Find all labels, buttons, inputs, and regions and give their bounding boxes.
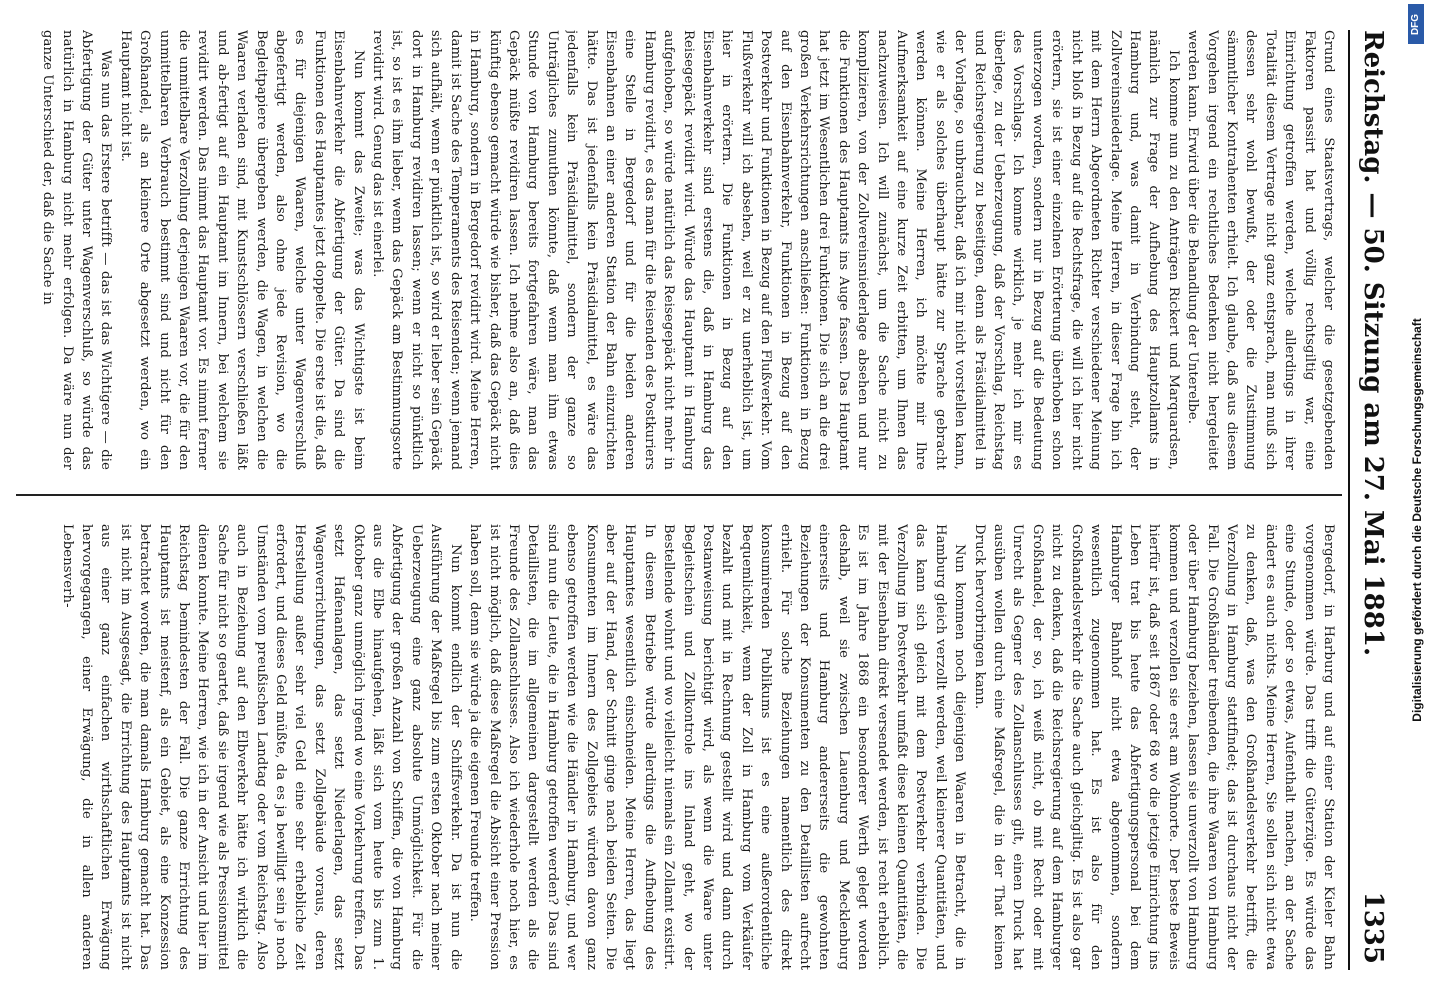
dfg-logo <box>1408 4 1424 44</box>
header-rule <box>1348 30 1350 970</box>
credit-text: Digitalisierung gefördert durch die Deutsche Forschungsgemeinschaft <box>1410 318 1424 722</box>
digitization-credit <box>1402 40 1432 1000</box>
text-column-right <box>16 524 1338 970</box>
page-header <box>1350 30 1392 964</box>
paragraph: Was nun das Erstere betrifft — das ist das Wichtigere — die Abfertigung der Güter unter Wagenverschluß, so würde das natürlich in Hamburg nicht mehr erfolgen. Da wäre nun der ganze Unterschied der, daß die Sache in <box>40 30 114 470</box>
paragraph: Nun kommt das Zweite; was das Wichtigste ist beim Eisenbahnverkehr die Abfertigung der Güter. Da sind die Funktionen des Hauptamtes jetzt doppelte. Die erste ist die, daß es für diejenigen Waaren, welche unter Wagenverschluß abgefertigt werden, also ohne jede Revision, wo die Begleitpapiere übergeben werden, die Wagen, in welchen die Waaren verladen sind, mit Kunstschlössern verschließen läßt und ab-fertigt auf ein Hauptamt im Innern, bei welchem sie revidirt werden. Das nimmt das Hauptamt vor. Es nimmt ferner die unmittelbare Verzollung derjenigen Waaren vor, die für den unmittelbaren Verbrauch bestimmt sind und nicht für den Großhandel, als an kleinere Orte abgesetzt werden, wo ein Hauptamt nicht ist. <box>117 30 366 470</box>
paragraph: Nun kommen noch diejenigen Waaren in Betracht, die in Hamburg gleich verzollt werden, weil kleinerer Quantitäten, und das kann sich gleich mit dem Postverkehr verbinden. Die Verzollung im Postverkehr umfaßt diese kleinen Quantitäten, die mit der Eisenbahn direkt versendet werden, ist recht erheblich. Es ist im Jahre 1868 ein besonderer Werth gelegt worden deshalb, weil sie zwischen Lauenburg und Mecklenburg einerseits und Hamburg andererseits die gewohnten Beziehungen der Konsumenten zu den Detaillisten aufrecht erhielt. Für solche Beziehungen namentlich des direkt konsumirenden Publikums ist es eine außerordentliche Bequemlichkeit, wenn der Zoll in Hamburg vom Verkäufer bezahlt und mit in Rechnung gestellt wird und dann durch Postanweisung berichtigt wird, als wenn die Waare unter Begleitschein und Zollkontrole ins Inland geht, wo der Bestellende wohnt und wo vielleicht niemals ein Zollamt existirt. In diesem Betriebe würde allerdings die Aufhebung des Hauptamtes wesentlich einschneiden. Meine Herren, das liegt aber auf der Hand, der Schnitt ginge nach beiden Seiten. Die Konsumenten im Innern des Zollgebiets würden davon ganz ebenso getroffen werden wie die Händler in Hamburg, und wer sind nun die Leute, die in Hamburg getroffen werden? Das sind Detaillisten, die im allgemeinen dargestellt werden als die Freunde des Zollanschlusses. Also ich wiederhole noch hier, es ist nicht möglich, daß diese Maßregel die Absicht einer Pression haben soll, denn sie würde ja die eigenen Freunde treffen. <box>467 524 968 970</box>
logo-text: DFG <box>1410 13 1422 35</box>
running-head: Reichstag. — 50. Sitzung am 27. Mai 1881. <box>1358 30 1388 657</box>
page-number: 1335 <box>1358 891 1388 964</box>
paragraph: Grund eines Staatsvertrags, welcher die gesetzgebenden Faktoren passirt hat und völlig rechtsgiltig war, eine Einrichtung getroffen werden, welche allerdings in ihrer Totalität diesem Vertrage nicht ganz entsprach, man muß sich dessen sehr wohl bewußt, der oder die Zustimmung sämmtlicher Kontrahenten erhielt. Ich glaube, daß aus diesem Vorgehen irgend ein rechtliches Bedenken nicht hergeleitet werden kann. Erwird über die Behandlung der Unterelbe. <box>1185 30 1336 470</box>
paragraph: Nun kommt endlich der Schiffsverkehr. Da ist nun die Ausführung der Maßregel bis zum ersten Oktober nach meiner Ueberzeugung eine ganz absolute Unmöglichkeit. Für die Abfertigung der großen Anzahl von Schiffen, die von Hamburg aus die Elbe hinaufgehen, läßt sich vom heute bis zum 1. Oktober ganz unmöglich irgend wo eine Vorkehrung treffen. Das setzt Hafenanlagen, das setzt Niederlagen, das setzt Wagenverrichtungen, das setzt Zollgebäude voraus, deren Herstellung außer sehr viel Geld eine sehr erhebliche Zeit erfordert, und dieses Geld müßte, da es ja bewilligt sein je noch Umständen vom preußischen Landtag oder vom Reichstag. Also auch in Beziehung auf den Elbverkehr hätte ich wirklich die Sache für nicht so geartet, daß sie irgend wie als Pressionsmittel dienen konnte. Meine Herren, wie ich in der Ansicht und hier im Reichstag bemindesten der Fall. Die ganze Errichtung des Hauptamts ist meistenf, als ein Gebiet, als eine Konzession betrachtet worden, die man damals Hamburg gemacht hat. Das ist nicht im Ausgesagt, die Errichtung des Hauptamts ist nicht aus einer ganz einfachen wirthschaftlichen Erwägung hervorgegangen, einer Erwägung, die in allen anderen Lebensverh- <box>59 524 463 970</box>
text-column-left <box>16 30 1338 470</box>
paragraph: Ich komme nun zu den Anträgen Rickert und Marquardsen, nämlich zur Frage der Aufhebung des Hauptzollamts in Hamburg und, was damit in Verbindung steht, der Zollvereinsniederlage. Meine Herren, in dieser Frage bin ich mit dem Herrn Abgeordneten Richter verschiedener Meinung nicht bloß in Bezug auf die Rechtsfrage, die will ich hier nicht erörtern, sie ist einer einzelnen Erörterung überhoben schon unterzogen worden, sondern nur in Bezug auf die Bedeutung des Vorschlags. Ich komme wirklich, je mehr ich mir es überlege, zu der Ueberzeugung, daß der Vorschlag, Reichstag und Reichsregierung zu beseitigen, denn als Präsidialmittel in der Vorlage, so unbrauchbar, daß ich mir nicht vorstellen kann, wie er als solches überhaupt hätte zur Sprache gebracht werden können. Meine Herren, ich möchte mir Ihre Aufmerksamkeit auf eine kurze Zeit erbitten, um Ihnen das nachzuweisen. Ich will zunächst, um die Sache nicht zu komplizieren, von der Zollvereinsniederlage absehen und nur die Funktionen des Hauptamts ins Auge fassen. Das Hauptamt hat jetzt im Wesentlichen drei Funktionen. Die sich an die drei großen Verkehrsrichtungen anschließen: Funktionen in Bezug auf den Eisenbahnverkehr, Funktionen in Bezug auf den Postverkehr und Funktionen in Bezug auf den Flußverkehr. Vom Flußverkehr will ich absehen, weil er zu unerheblich ist, um hier in erörtern. Die Funktionen in Bezug auf den Eisenbahnverkehr sind erstens die, daß in Hamburg das Reisegepäck revidirt wird. Würde das Hauptamt in Hamburg aufgehoben, so würde natürlich das Reisegepäck nicht mehr in Hamburg revidirt, es das man für die Reisenden des Postkuriers eine Stelle in Bergedorf und für die beiden anderen Eisenbahnen an einer anderen Station der Bahn einzurichten hätte. Das ist jedenfalls kein Präsidialmittel, es wäre das jedenfalls kein Präsidialmittel, sondern der ganze so Unträgliches zumuthen könnte, daß wenn man ihm etwas Stunde von Hamburg bereits fortgefahren wäre, man das Gepäck müßte revidiren lassen. Ich nehme also an, daß dies künftig ebenso gemacht würde wie bisher, daß das Gepäck nicht in Hamburg, sondern in Bergedorf revidirt wird. Meine Herren, damit ist Sache des Temperaments des Reisenden; wenn jemand sich aufhält, wenn er pünktlich ist, so wird er lieber sein Gepäck dort in Hamburg revidiren lassen; wenn er nicht so pünktlich ist, so ist es ihm lieber, wenn das Gepäck am Bestimmungsorte revidirt wird. Genug das ist einerlei. <box>370 30 1181 470</box>
paragraph: Bergedorf, in Harburg und auf einer Station der Kieler Bahn vorgenommen würde. Das trifft die Güterzüge. Es würde das eine Stunde, oder so etwas, Aufenthalt machen, an der Sache ändert es auch nichts. Meine Herren, Sie sollen sich nicht etwa zu denken, daß, was den Großhandelsverkehr betrifft, die Verzollung in Hamburg stattfindet; das ist durchaus nicht der Fall. Die Großhändler treibenden, die ihre Waaren von Hamburg oder über Hamburg beziehen, lassen sie unverzollt von Hamburg kommen und verzollen sie erst am Wohnorte. Der beste Beweis hierfür ist, daß seit 1867 oder 68 wo die jetzige Einrichtung ins Leben trat bis heute das Abfertigungspersonal bei dem Hamburger Bahnhof nicht etwa abgenommen, sondern wesentlich zugenommen hat. Es ist also für den Großhandelsverkehr die Sache auch gleichgiltig. Es ist also gar nicht zu denken, daß die Reichsregierung auf dem Hamburger Großhandel, der so, ich weiß nicht, ob mit Recht oder mit Unrecht als Gegner des Zollanschlusses gilt, einen Druck hat ausüben wollen durch eine Maßregel, die in der That keinen Druck hervorbringen kann. <box>971 524 1336 970</box>
column-divider <box>16 494 1342 496</box>
